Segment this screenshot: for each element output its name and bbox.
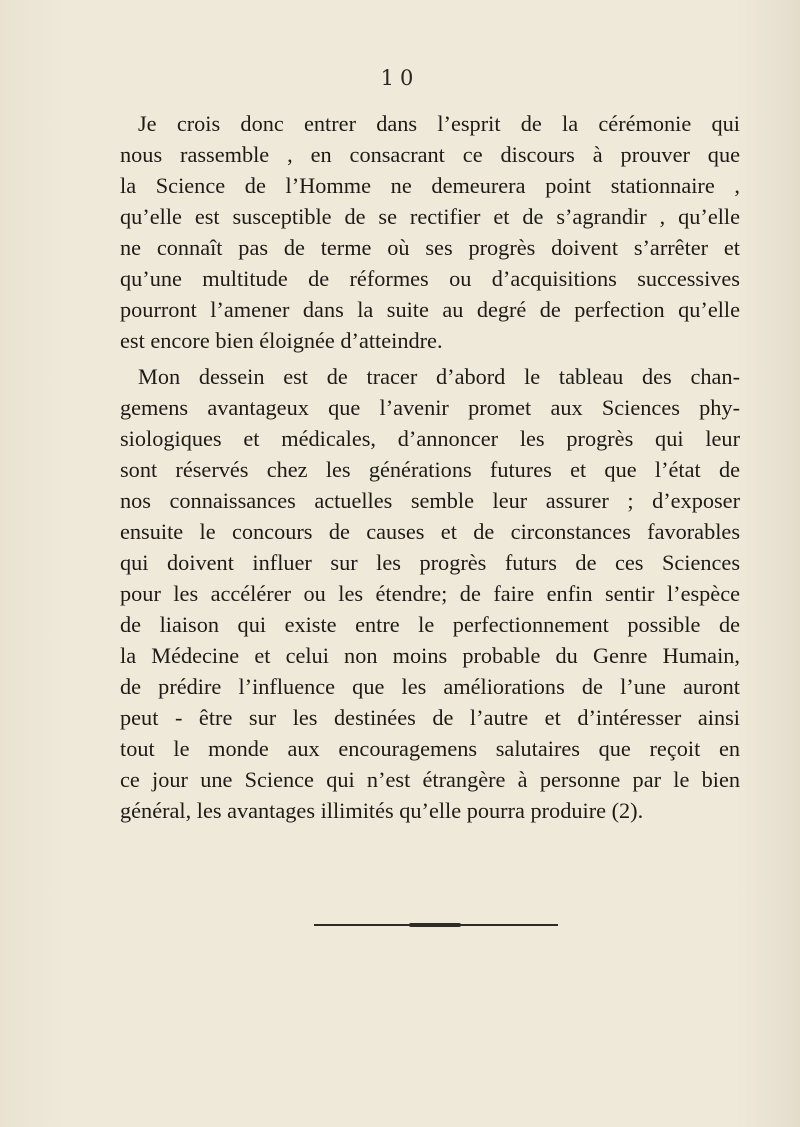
text-line: est encore bien éloignée d’atteindre. — [120, 328, 443, 353]
text-line: Je crois donc entrer dans l’esprit de la cérémonie qui — [138, 111, 740, 136]
text-line: qu’elle est susceptible de se rectifier et de s’agrandir , qu’elle — [120, 204, 740, 229]
text-line: la Médecine et celui non moins probable du Genre Humain, — [120, 643, 740, 668]
text-line: qu’une multitude de réformes ou d’acquisitions successives — [120, 266, 740, 291]
text-line: sont réservés chez les générations futures et que l’état de — [120, 457, 740, 482]
text-line: ce jour une Science qui n’est étrangère à personne par le bien — [120, 767, 740, 792]
text-line: pour les accélérer ou les étendre; de faire enfin sentir l’espèce — [120, 581, 740, 606]
text-line: la Science de l’Homme ne demeurera point stationnaire , — [120, 173, 740, 198]
text-line: de liaison qui existe entre le perfectionnement possible de — [120, 612, 740, 637]
paragraph-2 — [120, 361, 740, 826]
text-line: siologiques et médicales, d’annoncer les progrès qui leur — [120, 426, 740, 451]
ornamental-rule — [314, 924, 558, 926]
text-line: de prédire l’influence que les améliorations de l’une auront — [120, 674, 740, 699]
text-line: peut - être sur les destinées de l’autre et d’intéresser ainsi — [120, 705, 740, 730]
text-line: qui doivent influer sur les progrès futurs de ces Sciences — [120, 550, 740, 575]
text-line: général, les avantages illimités qu’elle pourra produire (2). — [120, 798, 644, 823]
text-line: Mon dessein est de tracer d’abord le tableau des chan- — [138, 364, 740, 389]
paragraph-1 — [120, 108, 740, 356]
text-line: nous rassemble , en consacrant ce discours à prouver que — [120, 142, 740, 167]
text-line: ensuite le concours de causes et de circonstances favorables — [120, 519, 740, 544]
text-line: pourront l’amener dans la suite au degré de perfection qu’elle — [120, 297, 740, 322]
text-line: ne connaît pas de terme où ses progrès doivent s’arrêter et — [120, 235, 740, 260]
page-number: 10 — [380, 66, 420, 90]
text-line: gemens avantageux que l’avenir promet aux Sciences phy- — [120, 395, 740, 420]
text-line: nos connaissances actuelles semble leur assurer ; d’exposer — [120, 488, 740, 513]
text-line: tout le monde aux encouragemens salutaires que reçoit en — [120, 736, 740, 761]
body-text — [120, 108, 740, 826]
